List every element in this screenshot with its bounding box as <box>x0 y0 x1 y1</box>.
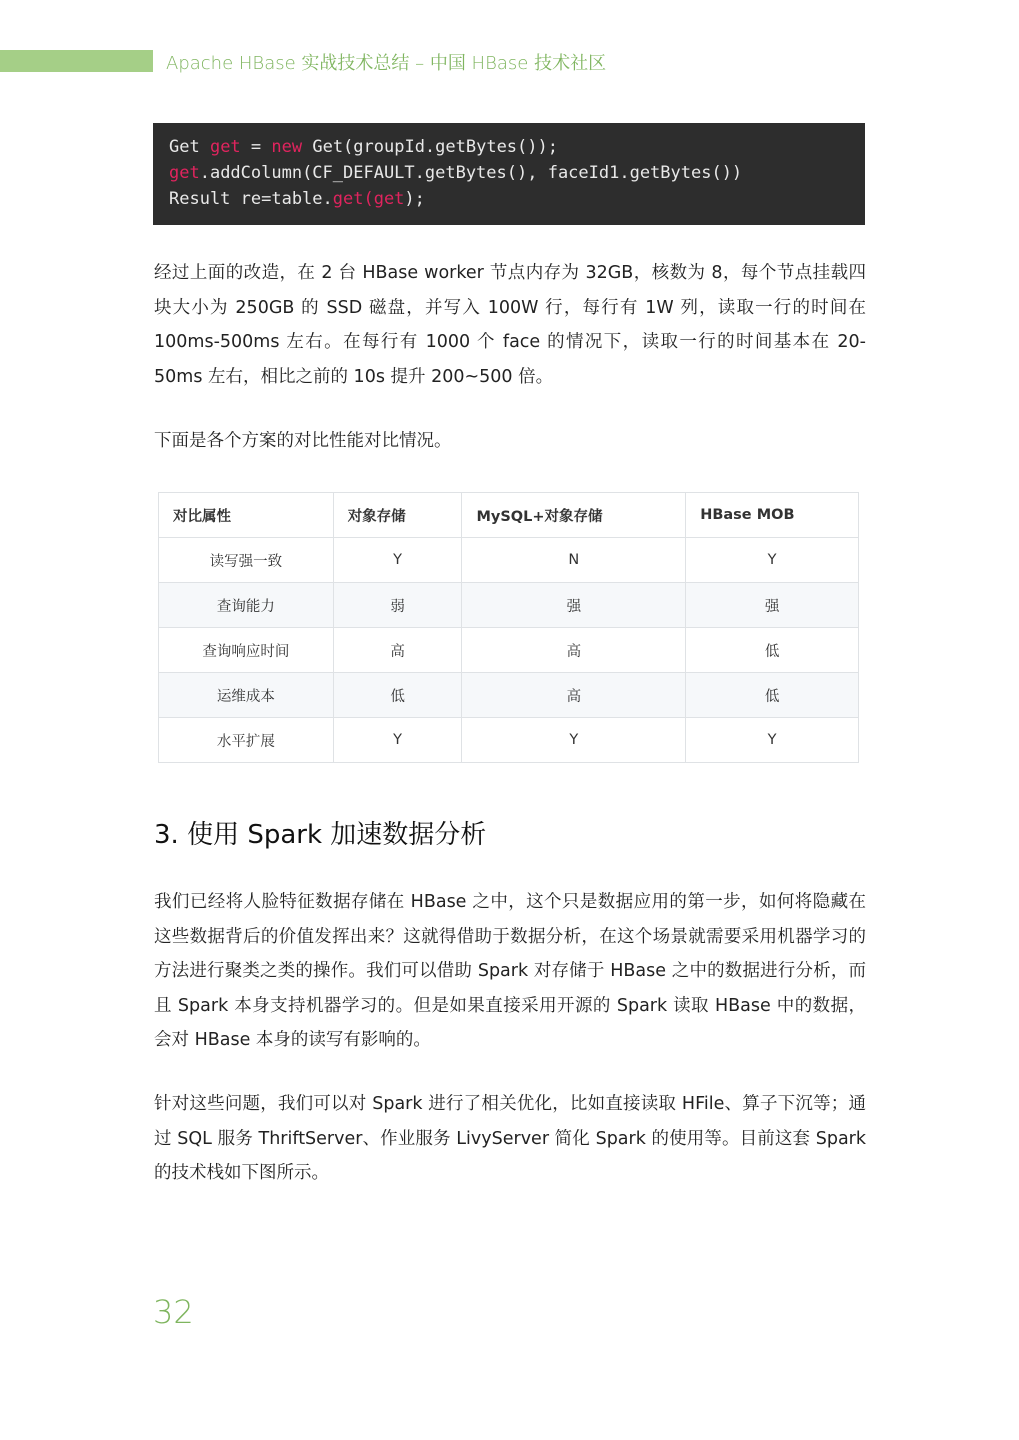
table-cell: 高 <box>462 628 686 673</box>
comparison-table <box>158 492 859 763</box>
code-token: get(get <box>332 189 405 209</box>
code-token: new <box>271 137 303 157</box>
table-row <box>159 583 859 628</box>
table-cell: 水平扩展 <box>159 718 334 763</box>
column-header: MySQL+对象存储 <box>462 493 686 538</box>
table-cell: 高 <box>462 673 686 718</box>
code-token: get <box>209 137 241 157</box>
paragraph: 针对这些问题，我们可以对 Spark 进行了相关优化，比如直接读取 HFile、算子下沉等；通过 SQL 服务 ThriftServer、作业服务 LivyServer 简化 Spark 的使用等。目前这套 Spark 的技术栈如下图所示。 <box>154 1094 866 1183</box>
table-cell: 强 <box>462 583 686 628</box>
code-line <box>169 160 849 186</box>
column-header: HBase MOB <box>686 493 859 538</box>
code-token: Result re=table. <box>169 189 333 209</box>
table-cell: 强 <box>686 583 859 628</box>
code-token: = <box>240 137 272 157</box>
code-token: get <box>169 163 200 183</box>
table-cell: N <box>462 538 686 583</box>
column-header: 对比属性 <box>159 493 334 538</box>
table-cell: 低 <box>333 673 462 718</box>
paragraph: 我们已经将人脸特征数据存储在 HBase 之中，这个只是数据应用的第一步，如何将隐藏在这些数据背后的价值发挥出来？这就得借助于数据分析，在这个场景就需要采用机器学习的方法进行聚类之类的操作。我们可以借助 Spark 对存储于 HBase 之中的数据进行分析，而且 Spark 本身支持机器学习的。但是如果直接采用开源的 Spark 读取 HBase 中的数据，会对 HBase 本身的读写有影响的。 <box>154 892 866 1050</box>
table-cell: 低 <box>686 628 859 673</box>
table-cell: Y <box>686 718 859 763</box>
table-row <box>159 673 859 718</box>
table-cell: 低 <box>686 673 859 718</box>
table-cell: 高 <box>333 628 462 673</box>
code-token: Get <box>169 137 210 157</box>
table-row <box>159 538 859 583</box>
table-cell: 查询能力 <box>159 583 334 628</box>
section-heading: 3. 使用 Spark 加速数据分析 <box>154 820 487 850</box>
table-cell: 弱 <box>333 583 462 628</box>
table-cell: 运维成本 <box>159 673 334 718</box>
code-line <box>169 186 849 212</box>
page-number: 32 <box>153 1293 194 1331</box>
code-block <box>153 123 865 225</box>
header-accent-bar <box>0 50 153 72</box>
table-cell: Y <box>686 538 859 583</box>
running-header: Apache HBase 实战技术总结 – 中国 HBase 技术社区 <box>166 53 607 74</box>
table-cell: 读写强一致 <box>159 538 334 583</box>
table-row <box>159 718 859 763</box>
paragraph: 经过上面的改造，在 2 台 HBase worker 节点内存为 32GB，核数为 8，每个节点挂载四块大小为 250GB 的 SSD 磁盘，并写入 100W 行，每行有 1W 列，读取一行的时间在 100ms-500ms 左右。在每行有 1000 个 face 的情况下，读取一行的时间基本在 20-50ms 左右，相比之前的 10s 提升 200~500 倍。 <box>154 263 866 387</box>
code-token: Get(groupId.getBytes()); <box>302 137 558 157</box>
table-row <box>159 628 859 673</box>
table-cell: Y <box>333 718 462 763</box>
table-cell: Y <box>462 718 686 763</box>
table-cell: Y <box>333 538 462 583</box>
column-header: 对象存储 <box>333 493 462 538</box>
code-token: ); <box>404 189 425 209</box>
paragraph: 下面是各个方案的对比性能对比情况。 <box>154 431 452 451</box>
table-header-row <box>159 493 859 538</box>
code-token: .addColumn(CF_DEFAULT.getBytes(), faceId1.getBytes()) <box>199 163 743 183</box>
code-line <box>169 134 849 160</box>
table-cell: 查询响应时间 <box>159 628 334 673</box>
